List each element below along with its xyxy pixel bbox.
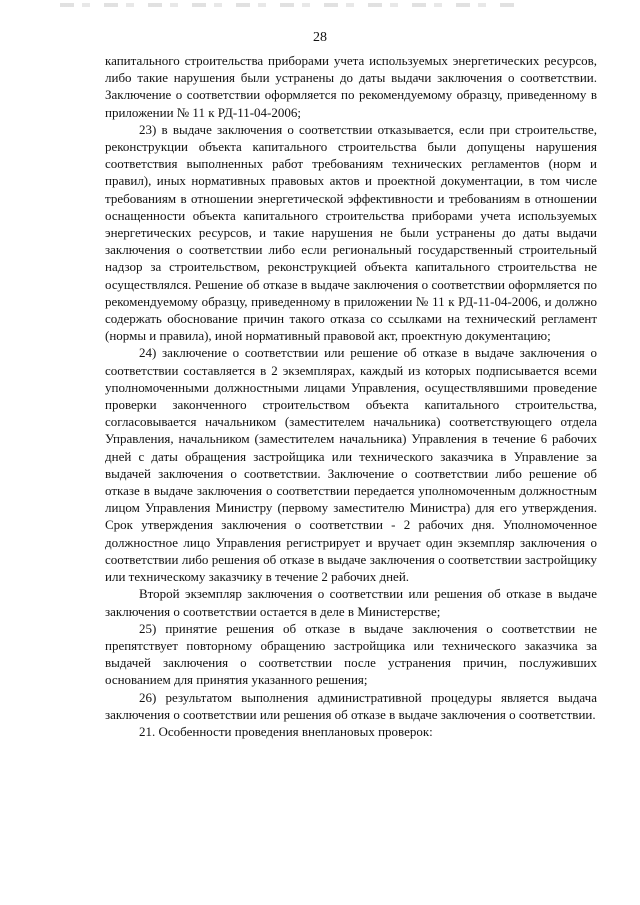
paragraph-item-26: 26) результатом выполнения административной процедуры является выдача заключения о соответствии или решения об отказе в выдаче заключения о соответствии.	[105, 689, 597, 722]
paragraph-item-23: 23) в выдаче заключения о соответствии отказывается, если при строительстве, реконструкции объекта капитального строительства были допущены нарушения соответствия выполненных работ требованиям технических регламентов (норм и правил), иных нормативных правовых актов и проектной документации, в том числе требованиям в отношении энергетической эффективности и требованиям в отношении оснащенности объекта капитального строительства приборами учета используемых энергетических ресурсов, и такие нарушения не были устранены до даты выдачи заключения о соответствии либо если региональный государственный строительный надзор за строительством, реконструкцией объекта капитального строительства не осуществлялся. Решение об отказе в выдаче заключения о соответствии оформляется по рекомендуемому образцу, приведенному в приложении № 11 к РД-11-04-2006, и должно содержать обоснование причин такого отказа со ссылками на технический регламент (нормы и правила), иной нормативный правовой акт, проектную документацию;	[105, 121, 597, 344]
paragraph-continuation: капитального строительства приборами учета используемых энергетических ресурсов, либо такие нарушения были устранены до даты выдачи заключения о соответствии. Заключение о соответствии оформляется по рекомендуемому образцу, приведенному в приложении № 11 к РД-11-04-2006;	[105, 53, 597, 120]
page-number: 28	[313, 30, 327, 45]
scan-artifact	[60, 3, 520, 7]
section-heading-21: 21. Особенности проведения внеплановых проверок:	[139, 723, 433, 739]
paragraph-item-25: 25) принятие решения об отказе в выдаче заключения о соответствии не препятствует повторному обращению застройщика или технического заказчика за выдачей заключения о соответствии после устранения причин, послуживших основанием для принятия указанного решения;	[105, 620, 597, 688]
paragraph-second-copy: Второй экземпляр заключения о соответствии или решения об отказе в выдаче заключения о соответствии остается в деле в Министерстве;	[105, 586, 597, 619]
document-body	[105, 52, 597, 740]
paragraph-item-24: 24) заключение о соответствии или решение об отказе в выдаче заключения о соответствии составляется в 2 экземплярах, каждый из которых подписывается всеми уполномоченными должностными лицами Управления, осуществлявшими проведение проверки законченного строительством объекта капитального строительства, согласовывается начальником (заместителем начальника) соответствующего отдела Управления, начальником (заместителем начальника) Управления в течение 6 рабочих дней с даты обращения застройщика или технического заказчика в Управление за выдачей заключения о соответствии. Заключение о соответствии либо решение об отказе в выдаче заключения о соответствии передается уполномоченным должностным лицом Управления Министру (первому заместителю Министра) для его утверждения. Срок утверждения заключения о соответствии - 2 рабочих дня. Уполномоченное должностное лицо Управления регистрирует и вручает один экземпляр заключения о соответствии либо решения об отказе в выдаче заключения о соответствии застройщику или техническому заказчику в течение 2 рабочих дней.	[105, 345, 597, 585]
